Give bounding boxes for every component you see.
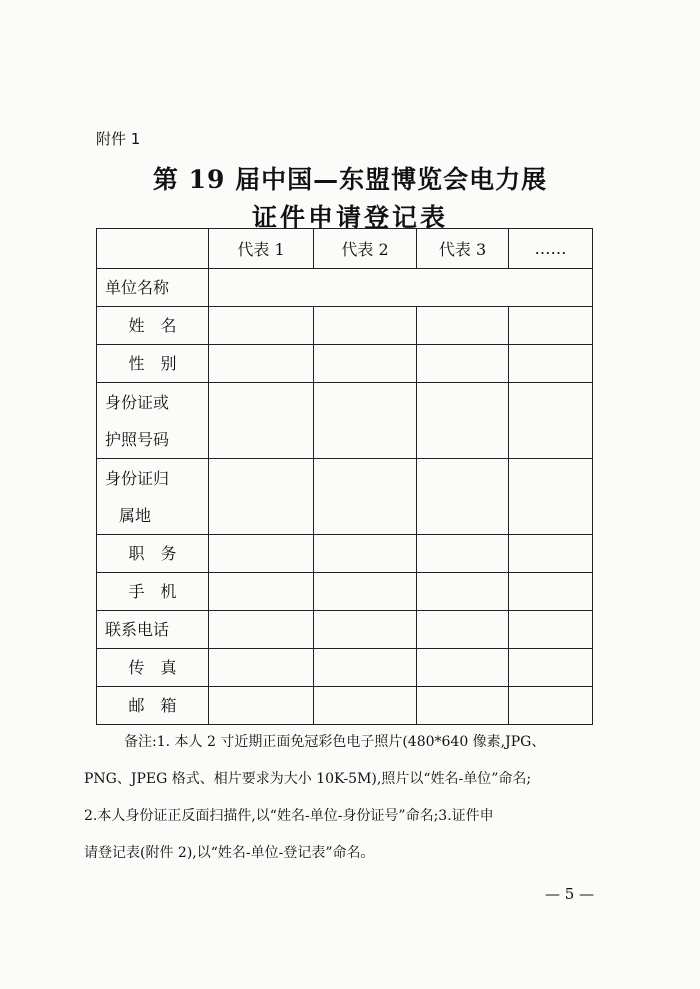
mobile-cell-3[interactable] xyxy=(417,573,509,611)
col-header-rep-2: 代表 2 xyxy=(314,229,417,269)
notes-block xyxy=(84,724,614,872)
row-label-id-passport xyxy=(97,383,209,459)
origin-cell-more[interactable] xyxy=(509,459,593,535)
registration-table xyxy=(96,228,593,725)
phone-cell-2[interactable] xyxy=(314,611,417,649)
table-row xyxy=(97,687,593,725)
unit-name-cell[interactable] xyxy=(209,269,593,307)
email-cell-1[interactable] xyxy=(209,687,314,725)
table-row xyxy=(97,611,593,649)
row-label-name: 姓 名 xyxy=(97,307,209,345)
phone-cell-more[interactable] xyxy=(509,611,593,649)
gender-cell-more[interactable] xyxy=(509,345,593,383)
row-label-gender: 性 别 xyxy=(97,345,209,383)
row-label-unit-name: 单位名称 xyxy=(97,269,209,307)
mobile-cell-2[interactable] xyxy=(314,573,417,611)
position-cell-more[interactable] xyxy=(509,535,593,573)
note-line-4: 请登记表(附件 2),以“姓名-单位-登记表”命名。 xyxy=(84,845,375,861)
note-line-1: 备注:1. 本人 2 寸近期正面免冠彩色电子照片(480*640 像素,JPG、 xyxy=(124,734,546,750)
id-cell-2[interactable] xyxy=(314,383,417,459)
row-label-fax: 传 真 xyxy=(97,649,209,687)
fax-cell-1[interactable] xyxy=(209,649,314,687)
gender-cell-3[interactable] xyxy=(417,345,509,383)
row-label-id-passport-line2: 护照号码 xyxy=(105,429,170,449)
table-row xyxy=(97,573,593,611)
page-number: — 5 — xyxy=(545,885,595,903)
table-row xyxy=(97,345,593,383)
id-cell-3[interactable] xyxy=(417,383,509,459)
table-row xyxy=(97,269,593,307)
origin-cell-3[interactable] xyxy=(417,459,509,535)
mobile-cell-more[interactable] xyxy=(509,573,593,611)
phone-cell-3[interactable] xyxy=(417,611,509,649)
id-cell-more[interactable] xyxy=(509,383,593,459)
row-label-mobile: 手 机 xyxy=(97,573,209,611)
id-cell-1[interactable] xyxy=(209,383,314,459)
name-cell-more[interactable] xyxy=(509,307,593,345)
table-row xyxy=(97,307,593,345)
position-cell-2[interactable] xyxy=(314,535,417,573)
col-header-rep-3: 代表 3 xyxy=(417,229,509,269)
position-cell-1[interactable] xyxy=(209,535,314,573)
row-label-id-passport-line1: 身份证或 xyxy=(105,392,170,412)
position-cell-3[interactable] xyxy=(417,535,509,573)
email-cell-2[interactable] xyxy=(314,687,417,725)
form-subtitle: 证件申请登记表 xyxy=(251,203,448,232)
fax-cell-3[interactable] xyxy=(417,649,509,687)
origin-cell-1[interactable] xyxy=(209,459,314,535)
name-cell-1[interactable] xyxy=(209,307,314,345)
row-label-position: 职 务 xyxy=(97,535,209,573)
header-empty-cell xyxy=(97,229,209,269)
note-line-3: 2.本人身份证正反面扫描件,以“姓名-单位-身份证号”命名;3.证件申 xyxy=(84,808,494,824)
email-cell-more[interactable] xyxy=(509,687,593,725)
row-label-id-origin-line1: 身份证归 xyxy=(105,468,170,488)
table-row xyxy=(97,535,593,573)
email-cell-3[interactable] xyxy=(417,687,509,725)
note-line-2: PNG、JPEG 格式、相片要求为大小 10K-5M),照片以“姓名-单位”命名; xyxy=(84,771,532,787)
col-header-rep-1: 代表 1 xyxy=(209,229,314,269)
attachment-label: 附件 1 xyxy=(96,130,141,148)
origin-cell-2[interactable] xyxy=(314,459,417,535)
table-row xyxy=(97,649,593,687)
col-header-more: …… xyxy=(509,229,593,269)
row-label-email: 邮 箱 xyxy=(97,687,209,725)
form-title: 第 19 届中国—东盟博览会电力展 xyxy=(152,165,548,194)
row-label-id-origin-line2: 属地 xyxy=(119,505,152,525)
gender-cell-2[interactable] xyxy=(314,345,417,383)
gender-cell-1[interactable] xyxy=(209,345,314,383)
phone-cell-1[interactable] xyxy=(209,611,314,649)
row-label-id-origin xyxy=(97,459,209,535)
mobile-cell-1[interactable] xyxy=(209,573,314,611)
row-label-phone: 联系电话 xyxy=(97,611,209,649)
fax-cell-more[interactable] xyxy=(509,649,593,687)
table-row xyxy=(97,383,593,459)
name-cell-3[interactable] xyxy=(417,307,509,345)
table-header-row xyxy=(97,229,593,269)
fax-cell-2[interactable] xyxy=(314,649,417,687)
name-cell-2[interactable] xyxy=(314,307,417,345)
table-row xyxy=(97,459,593,535)
